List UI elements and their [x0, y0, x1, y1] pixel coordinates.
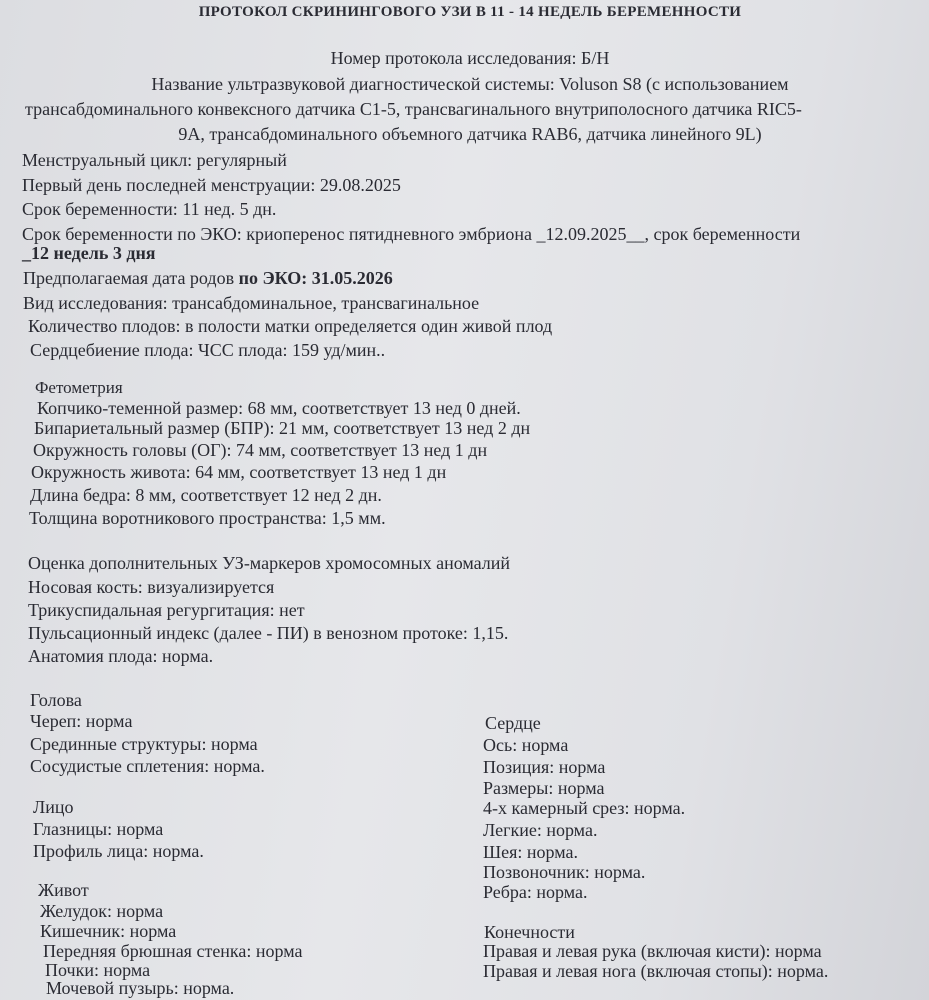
menstrual-cycle: Менструальный цикл: регулярный [22, 150, 287, 170]
marker-nasal-bone: Носовая кость: визуализируется [28, 577, 275, 597]
heart-axis: Ось: норма [483, 735, 569, 755]
marker-anatomy: Анатомия плода: норма. [28, 646, 214, 666]
heartbeat: Сердцебиение плода: ЧСС плода: 159 уд/мин.. [30, 340, 386, 360]
fetus-count: Количество плодов: в полости матки определяется один живой плод [28, 316, 553, 336]
head-heading: Голова [30, 690, 82, 710]
exam-type: Вид исследования: трансабдоминальное, трансвагинальное [23, 293, 480, 313]
system-line-2: трансабдоминального конвексного датчика С1-5, трансвагинального внутриполосного датчика RIC5- [25, 99, 802, 119]
limbs-arms: Правая и левая рука (включая кисти): норма [483, 941, 822, 961]
fetometry-heading: Фетометрия [35, 378, 123, 397]
lungs: Легкие: норма. [483, 820, 598, 840]
face-heading: Лицо [33, 797, 74, 817]
fetometry-hc: Окружность головы (ОГ): 74 мм, соответствует 13 нед 1 дн [33, 440, 488, 460]
abdomen-bladder: Мочевой пузырь: норма. [46, 978, 235, 998]
head-skull: Череп: норма [30, 711, 133, 731]
document-title: ПРОТОКОЛ СКРИНИНГОВОГО УЗИ В 11 - 14 НЕДЕЛЬ БЕРЕМЕННОСТИ [198, 4, 742, 20]
abdomen-wall: Передняя брюшная стенка: норма [43, 941, 303, 961]
due-date [23, 268, 393, 289]
heart-position: Позиция: норма [483, 757, 606, 777]
heart-heading: Сердце [485, 713, 541, 733]
abdomen-stomach: Желудок: норма [40, 901, 164, 921]
ivf-weeks: _12 недель 3 дня [22, 243, 156, 263]
due-date-label: Предполагаемая дата родов [23, 268, 239, 288]
system-line-3: 9A, трансабдоминального объемного датчика RAB6, датчика линейного 9L) [178, 124, 762, 144]
abdomen-bowel: Кишечник: норма [40, 921, 177, 941]
neck: Шея: норма. [483, 842, 579, 862]
fetometry-ac: Окружность живота: 64 мм, соответствует 13 нед 1 дн [31, 462, 447, 482]
due-date-value: по ЭКО: 31.05.2026 [238, 268, 393, 288]
abdomen-heading: Живот [38, 880, 89, 900]
ivf-term: Срок беременности по ЭКО: криоперенос пятидневного эмбриона _12.09.2025__, срок беременности [22, 224, 801, 244]
fetometry-bpd: Бипариетальный размер (БПР): 21 мм, соответствует 13 нед 2 дн [34, 418, 531, 438]
spine: Позвоночник: норма. [483, 862, 646, 882]
fetometry-fl: Длина бедра: 8 мм, соответствует 12 нед 2 дн. [30, 485, 382, 505]
abdomen-kidneys: Почки: норма [45, 960, 151, 980]
limbs-heading: Конечности [484, 922, 575, 942]
ribs: Ребра: норма. [483, 882, 588, 902]
limbs-legs: Правая и левая нога (включая стопы): норма. [483, 961, 829, 981]
head-midline: Срединные структуры: норма [30, 734, 258, 754]
heart-size: Размеры: норма [483, 778, 605, 798]
system-line-1: Название ультразвуковой диагностической системы: Voluson S8 (с использованием [151, 74, 789, 94]
fetometry-nt: Толщина воротникового пространства: 1,5 мм. [29, 508, 386, 528]
protocol-number: Номер протокола исследования: Б/Н [330, 48, 610, 68]
face-profile: Профиль лица: норма. [33, 841, 204, 861]
fetometry-crl: Копчико-теменной размер: 68 мм, соответствует 13 нед 0 дней. [37, 398, 521, 418]
heart-four-chamber: 4-х камерный срез: норма. [483, 798, 686, 818]
markers-heading: Оценка дополнительных УЗ-маркеров хромосомных аномалий [28, 553, 511, 573]
marker-tricuspid: Трикуспидальная регургитация: нет [28, 600, 305, 620]
face-orbits: Глазницы: норма [33, 819, 164, 839]
marker-pi: Пульсационный индекс (далее - ПИ) в венозном протоке: 1,15. [28, 623, 509, 643]
pregnancy-term: Срок беременности: 11 нед. 5 дн. [22, 199, 277, 219]
head-plexus: Сосудистые сплетения: норма. [30, 756, 265, 776]
last-menstruation: Первый день последней менструации: 29.08.2025 [22, 175, 401, 195]
